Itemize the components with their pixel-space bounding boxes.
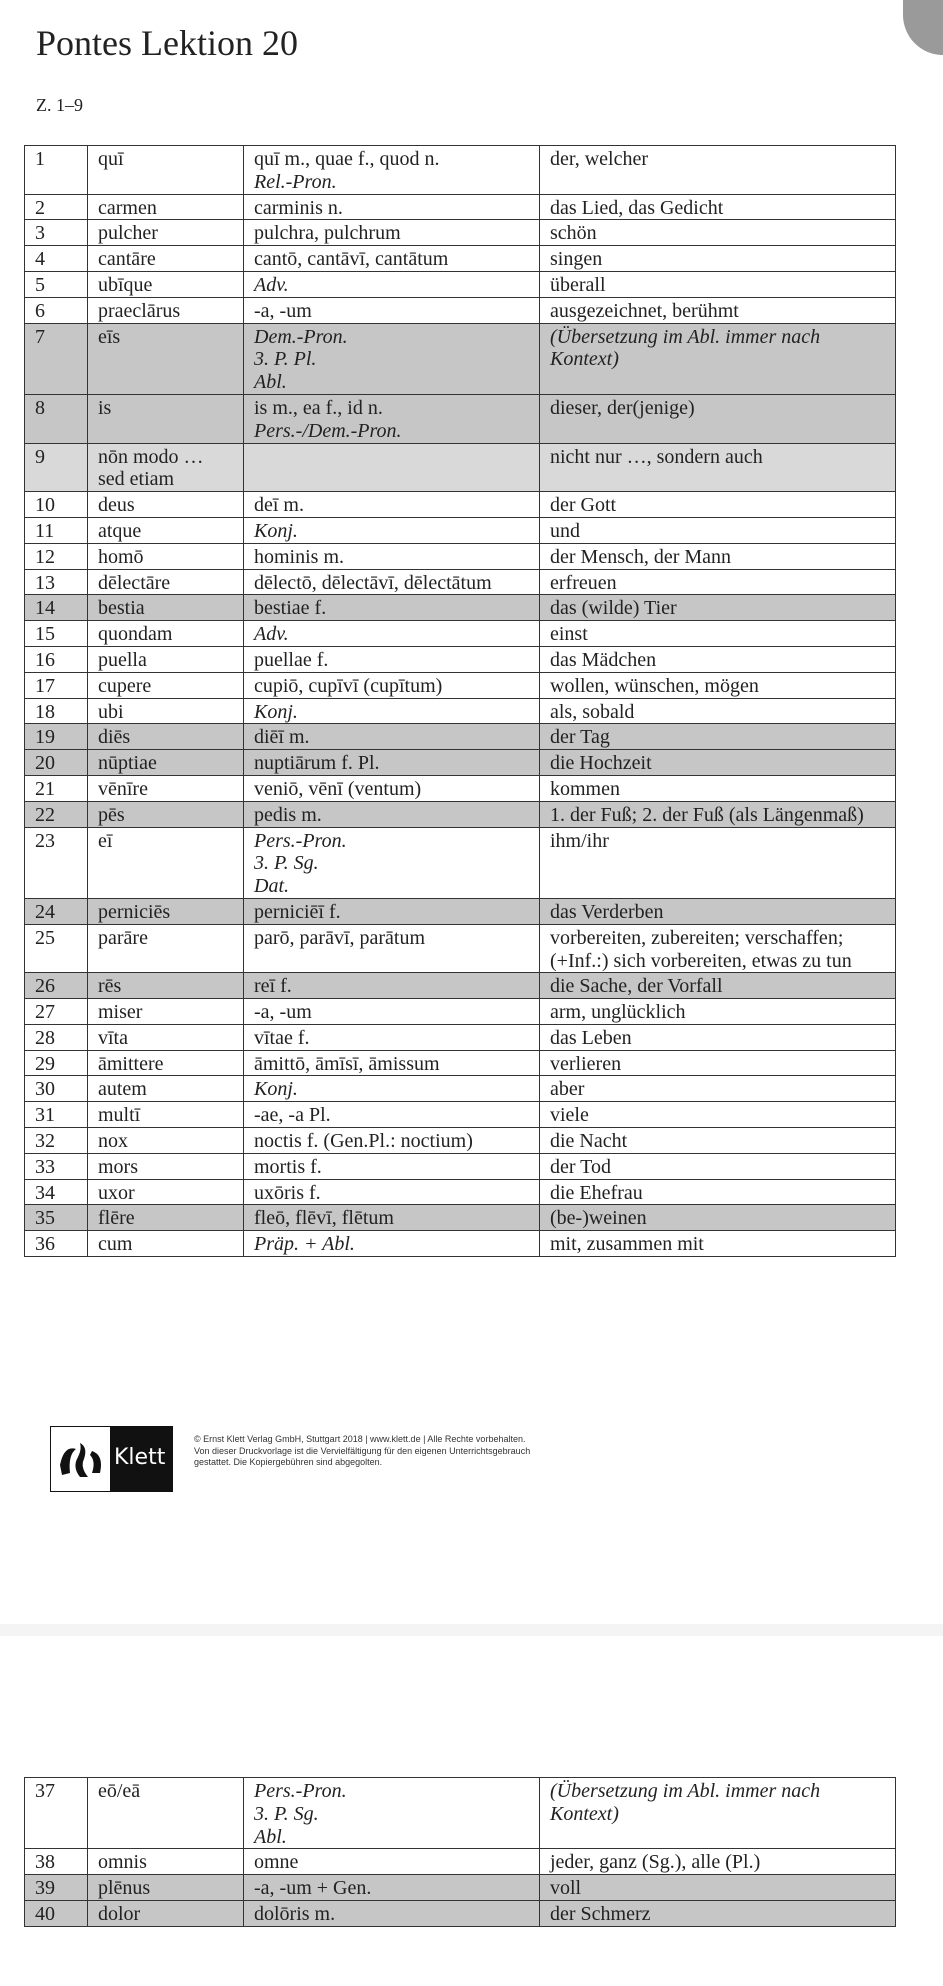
table-row <box>25 595 896 621</box>
german-translation: dieser, der(jenige) <box>540 394 896 443</box>
row-number: 35 <box>25 1205 88 1231</box>
table-row <box>25 1076 896 1102</box>
grammar-form-line: cantō, cantāvī, cantātum <box>254 248 449 271</box>
table-row <box>25 724 896 750</box>
row-number: 26 <box>25 973 88 999</box>
latin-word: cantāre <box>88 246 244 272</box>
table-row <box>25 569 896 595</box>
table-row <box>25 246 896 272</box>
grammar-form-line: omne <box>254 1851 299 1874</box>
row-number: 7 <box>25 323 88 394</box>
grammar-form-line: Konj. <box>254 1078 298 1101</box>
klett-mark-icon <box>54 1437 106 1481</box>
grammar-form-line: uxōris f. <box>254 1181 321 1204</box>
german-translation: voll <box>540 1875 896 1901</box>
grammar-form-line: parō, parāvī, parātum <box>254 926 426 949</box>
latin-word: parāre <box>88 924 244 973</box>
table-row <box>25 492 896 518</box>
grammar-forms <box>244 246 540 272</box>
row-number: 37 <box>25 1778 88 1849</box>
grammar-form-line: bestiae f. <box>254 597 327 620</box>
row-number: 12 <box>25 543 88 569</box>
german-translation: kommen <box>540 775 896 801</box>
row-number: 38 <box>25 1849 88 1875</box>
german-translation: ausgezeichnet, berühmt <box>540 297 896 323</box>
table-row <box>25 672 896 698</box>
grammar-form-line: noctis f. (Gen.Pl.: noctium) <box>254 1130 473 1153</box>
grammar-form-line: Pers.-/Dem.-Pron. <box>254 419 402 442</box>
row-number: 6 <box>25 297 88 323</box>
table-row <box>25 1024 896 1050</box>
table-row <box>25 999 896 1025</box>
grammar-form-line: -a, -um <box>254 1001 312 1024</box>
grammar-form-line: dēlectō, dēlectāvī, dēlectātum <box>254 571 492 594</box>
grammar-forms <box>244 1024 540 1050</box>
german-translation: der Tag <box>540 724 896 750</box>
copyright-line-3: gestattet. Die Kopiergebühren sind abgegolten. <box>194 1457 383 1468</box>
latin-word: dolor <box>88 1900 244 1926</box>
german-translation: (be-)weinen <box>540 1205 896 1231</box>
latin-word: autem <box>88 1076 244 1102</box>
grammar-form-line: -ae, -a Pl. <box>254 1104 331 1127</box>
german-translation: vorbereiten, zubereiten; verschaffen; (+Inf.:) sich vorbereiten, etwas zu tun <box>540 924 896 973</box>
latin-word: nōn modo … sed etiam <box>88 443 244 492</box>
row-number: 36 <box>25 1231 88 1257</box>
latin-word: perniciēs <box>88 898 244 924</box>
grammar-forms <box>244 323 540 394</box>
latin-word: plēnus <box>88 1875 244 1901</box>
row-number: 20 <box>25 750 88 776</box>
grammar-form-line: Pers.-Pron. <box>254 829 347 852</box>
grammar-forms <box>244 1076 540 1102</box>
table-row <box>25 1128 896 1154</box>
grammar-forms <box>244 443 540 492</box>
latin-word: bestia <box>88 595 244 621</box>
grammar-form-line: reī f. <box>254 975 292 998</box>
german-translation: der Schmerz <box>540 1900 896 1926</box>
table-row <box>25 698 896 724</box>
table-row <box>25 517 896 543</box>
latin-word: vēnīre <box>88 775 244 801</box>
latin-word: āmittere <box>88 1050 244 1076</box>
grammar-form-line: is m., ea f., id n. <box>254 396 383 419</box>
page-subtitle: Z. 1–9 <box>36 95 83 115</box>
grammar-form-line: dolōris m. <box>254 1902 336 1925</box>
grammar-form-line: puellae f. <box>254 648 329 671</box>
grammar-form-line: nuptiārum f. Pl. <box>254 752 380 775</box>
latin-word: homō <box>88 543 244 569</box>
grammar-form-line: Dat. <box>254 875 289 898</box>
vocab-table-body <box>25 146 896 1257</box>
latin-word: pulcher <box>88 220 244 246</box>
latin-word: deus <box>88 492 244 518</box>
row-number: 28 <box>25 1024 88 1050</box>
row-number: 40 <box>25 1900 88 1926</box>
row-number: 33 <box>25 1153 88 1179</box>
german-translation: das (wilde) Tier <box>540 595 896 621</box>
german-translation: viele <box>540 1102 896 1128</box>
table-row <box>25 443 896 492</box>
row-number: 8 <box>25 394 88 443</box>
german-translation: (Übersetzung im Abl. immer nach Kontext) <box>540 1778 896 1849</box>
table-row <box>25 801 896 827</box>
latin-word: nox <box>88 1128 244 1154</box>
grammar-form-line: carminis n. <box>254 196 343 219</box>
row-number: 3 <box>25 220 88 246</box>
table-row <box>25 1102 896 1128</box>
grammar-forms <box>244 775 540 801</box>
table-row <box>25 1231 896 1257</box>
row-number: 22 <box>25 801 88 827</box>
grammar-form-line: diēī m. <box>254 726 310 749</box>
row-number: 31 <box>25 1102 88 1128</box>
german-translation: singen <box>540 246 896 272</box>
german-translation: einst <box>540 621 896 647</box>
grammar-form-line: -a, -um <box>254 299 312 322</box>
row-number: 11 <box>25 517 88 543</box>
grammar-forms <box>244 621 540 647</box>
latin-word: nūptiae <box>88 750 244 776</box>
grammar-form-line: Konj. <box>254 519 298 542</box>
table-row <box>25 323 896 394</box>
table-row <box>25 1849 896 1875</box>
page-2 <box>0 1636 943 1986</box>
table-row <box>25 1900 896 1926</box>
grammar-forms <box>244 924 540 973</box>
grammar-form-line: 3. P. Sg. <box>254 1802 319 1825</box>
latin-word: eī <box>88 827 244 898</box>
grammar-form-line: Pers.-Pron. <box>254 1780 347 1802</box>
row-number: 24 <box>25 898 88 924</box>
grammar-form-line: Dem.-Pron. <box>254 325 348 348</box>
german-translation: (Übersetzung im Abl. immer nach Kontext) <box>540 323 896 394</box>
row-number: 34 <box>25 1179 88 1205</box>
german-translation: der Tod <box>540 1153 896 1179</box>
latin-word: quondam <box>88 621 244 647</box>
table-row <box>25 194 896 220</box>
grammar-form-line: perniciēī f. <box>254 900 341 923</box>
grammar-forms <box>244 750 540 776</box>
table-row <box>25 750 896 776</box>
grammar-forms <box>244 1875 540 1901</box>
klett-logo <box>50 1426 173 1492</box>
grammar-forms <box>244 646 540 672</box>
row-number: 30 <box>25 1076 88 1102</box>
german-translation: jeder, ganz (Sg.), alle (Pl.) <box>540 1849 896 1875</box>
latin-word: ubi <box>88 698 244 724</box>
row-number: 23 <box>25 827 88 898</box>
latin-word: cum <box>88 1231 244 1257</box>
grammar-forms <box>244 146 540 195</box>
grammar-forms <box>244 1778 540 1849</box>
german-translation: überall <box>540 271 896 297</box>
row-number: 4 <box>25 246 88 272</box>
row-number: 27 <box>25 999 88 1025</box>
row-number: 25 <box>25 924 88 973</box>
latin-word: cupere <box>88 672 244 698</box>
grammar-forms <box>244 1231 540 1257</box>
row-number: 21 <box>25 775 88 801</box>
row-number: 17 <box>25 672 88 698</box>
grammar-form-line: -a, -um + Gen. <box>254 1877 372 1900</box>
grammar-forms <box>244 1128 540 1154</box>
grammar-form-line: Präp. + Abl. <box>254 1233 355 1256</box>
row-number: 18 <box>25 698 88 724</box>
table-row <box>25 394 896 443</box>
corner-tab <box>903 0 943 55</box>
grammar-forms <box>244 1050 540 1076</box>
german-translation: das Mädchen <box>540 646 896 672</box>
grammar-forms <box>244 801 540 827</box>
german-translation: das Verderben <box>540 898 896 924</box>
latin-word: rēs <box>88 973 244 999</box>
german-translation: arm, unglücklich <box>540 999 896 1025</box>
latin-word: multī <box>88 1102 244 1128</box>
table-row <box>25 1875 896 1901</box>
latin-word: carmen <box>88 194 244 220</box>
grammar-forms <box>244 724 540 750</box>
latin-word: is <box>88 394 244 443</box>
grammar-forms <box>244 827 540 898</box>
german-translation: aber <box>540 1076 896 1102</box>
grammar-forms <box>244 194 540 220</box>
table-row <box>25 924 896 973</box>
grammar-form-line: Abl. <box>254 1825 287 1848</box>
grammar-forms <box>244 271 540 297</box>
grammar-forms <box>244 1205 540 1231</box>
table-row <box>25 898 896 924</box>
grammar-form-line: Konj. <box>254 700 298 723</box>
row-number: 29 <box>25 1050 88 1076</box>
row-number: 32 <box>25 1128 88 1154</box>
row-number: 39 <box>25 1875 88 1901</box>
latin-word: quī <box>88 146 244 195</box>
table-row <box>25 646 896 672</box>
grammar-form-line: āmittō, āmīsī, āmissum <box>254 1052 440 1075</box>
grammar-forms <box>244 492 540 518</box>
grammar-forms <box>244 1153 540 1179</box>
latin-word: eō/eā <box>88 1778 244 1849</box>
row-number: 1 <box>25 146 88 195</box>
grammar-form-line: 3. P. Pl. <box>254 348 317 371</box>
latin-word: atque <box>88 517 244 543</box>
grammar-form-line: cupiō, cupīvī (cupītum) <box>254 674 443 697</box>
german-translation: wollen, wünschen, mögen <box>540 672 896 698</box>
row-number: 16 <box>25 646 88 672</box>
grammar-forms <box>244 698 540 724</box>
latin-word: diēs <box>88 724 244 750</box>
grammar-forms <box>244 973 540 999</box>
grammar-forms <box>244 394 540 443</box>
german-translation: schön <box>540 220 896 246</box>
table-row <box>25 1778 896 1849</box>
german-translation: ihm/ihr <box>540 827 896 898</box>
table-row <box>25 775 896 801</box>
grammar-form-line: 3. P. Sg. <box>254 852 319 875</box>
german-translation: das Leben <box>540 1024 896 1050</box>
klett-logo-text: Klett <box>114 1445 166 1470</box>
grammar-form-line: pulchra, pulchrum <box>254 222 401 245</box>
grammar-form-line: pedis m. <box>254 803 322 826</box>
grammar-forms <box>244 1102 540 1128</box>
table-row <box>25 1205 896 1231</box>
grammar-forms <box>244 543 540 569</box>
german-translation: als, sobald <box>540 698 896 724</box>
grammar-forms <box>244 595 540 621</box>
grammar-form-line: Rel.-Pron. <box>254 170 337 193</box>
copyright-line-2: Von dieser Druckvorlage ist die Vervielfältigung für den eigenen Unterrichtsgebrauch <box>194 1445 531 1456</box>
grammar-form-line: hominis m. <box>254 545 345 568</box>
grammar-form-line: veniō, vēnī (ventum) <box>254 777 422 800</box>
latin-word: uxor <box>88 1179 244 1205</box>
table-row <box>25 1153 896 1179</box>
row-number: 14 <box>25 595 88 621</box>
table-row <box>25 271 896 297</box>
row-number: 5 <box>25 271 88 297</box>
table-row <box>25 973 896 999</box>
table-row <box>25 1179 896 1205</box>
german-translation: mit, zusammen mit <box>540 1231 896 1257</box>
grammar-form-line: quī m., quae f., quod n. <box>254 148 440 170</box>
row-number: 13 <box>25 569 88 595</box>
grammar-form-line: Abl. <box>254 371 287 394</box>
grammar-forms <box>244 1179 540 1205</box>
latin-word: omnis <box>88 1849 244 1875</box>
page-title: Pontes Lektion 20 <box>36 23 298 63</box>
latin-word: pēs <box>88 801 244 827</box>
grammar-forms <box>244 220 540 246</box>
grammar-forms <box>244 517 540 543</box>
row-number: 10 <box>25 492 88 518</box>
grammar-form-line: mortis f. <box>254 1155 322 1178</box>
german-translation: die Sache, der Vorfall <box>540 973 896 999</box>
table-row <box>25 1050 896 1076</box>
latin-word: eīs <box>88 323 244 394</box>
latin-word: flēre <box>88 1205 244 1231</box>
grammar-forms <box>244 898 540 924</box>
latin-word: dēlectāre <box>88 569 244 595</box>
german-translation: der Mensch, der Mann <box>540 543 896 569</box>
grammar-form-line: fleō, flēvī, flētum <box>254 1207 394 1230</box>
german-translation: die Ehefrau <box>540 1179 896 1205</box>
table-row <box>25 297 896 323</box>
vocab-table-continued <box>24 1777 896 1927</box>
german-translation: der Gott <box>540 492 896 518</box>
vocab-table <box>24 145 896 1257</box>
latin-word: vīta <box>88 1024 244 1050</box>
grammar-forms <box>244 1849 540 1875</box>
grammar-forms <box>244 672 540 698</box>
german-translation: die Hochzeit <box>540 750 896 776</box>
grammar-form-line: vītae f. <box>254 1026 310 1049</box>
row-number: 2 <box>25 194 88 220</box>
row-number: 9 <box>25 443 88 492</box>
latin-word: ubīque <box>88 271 244 297</box>
german-translation: die Nacht <box>540 1128 896 1154</box>
latin-word: puella <box>88 646 244 672</box>
row-number: 19 <box>25 724 88 750</box>
german-translation: 1. der Fuß; 2. der Fuß (als Längenmaß) <box>540 801 896 827</box>
table-row <box>25 827 896 898</box>
german-translation: der, welcher <box>540 146 896 195</box>
grammar-forms <box>244 297 540 323</box>
grammar-form-line: deī m. <box>254 494 304 517</box>
copyright-line-1: © Ernst Klett Verlag GmbH, Stuttgart 2018 | www.klett.de | Alle Rechte vorbehalten. <box>194 1434 526 1444</box>
grammar-form-line: Adv. <box>254 623 289 646</box>
german-translation: das Lied, das Gedicht <box>540 194 896 220</box>
german-translation: erfreuen <box>540 569 896 595</box>
grammar-forms <box>244 999 540 1025</box>
german-translation: und <box>540 517 896 543</box>
grammar-form-line: Adv. <box>254 273 289 296</box>
copyright-notice <box>194 1434 674 1469</box>
grammar-forms <box>244 569 540 595</box>
german-translation: nicht nur …, sondern auch <box>540 443 896 492</box>
latin-word: miser <box>88 999 244 1025</box>
latin-word: praeclārus <box>88 297 244 323</box>
latin-word: mors <box>88 1153 244 1179</box>
table-row <box>25 621 896 647</box>
table-row <box>25 146 896 195</box>
grammar-forms <box>244 1900 540 1926</box>
vocab-table-body <box>25 1778 896 1927</box>
german-translation: verlieren <box>540 1050 896 1076</box>
table-row <box>25 543 896 569</box>
row-number: 15 <box>25 621 88 647</box>
table-row <box>25 220 896 246</box>
